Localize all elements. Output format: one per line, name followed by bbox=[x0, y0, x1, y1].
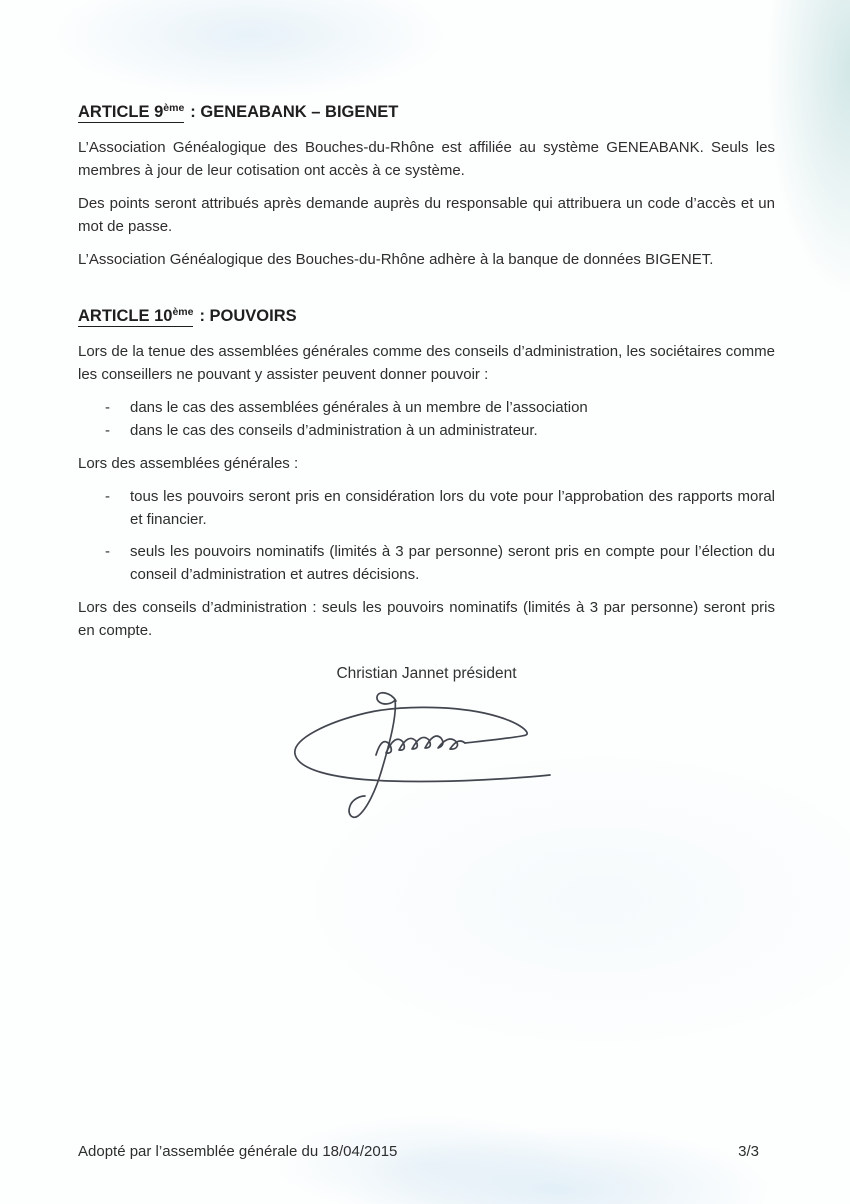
list-item bbox=[78, 485, 775, 531]
page-number: 3/3 bbox=[738, 1143, 759, 1160]
article-10-heading-underlined bbox=[78, 307, 193, 327]
article-10-intro: Lors de la tenue des assemblées générales comme des conseils d’administration, les sociétaires comme les conseillers ne pouvant y assister peuvent donner pouvoir : bbox=[78, 343, 775, 383]
bullet-dash: - bbox=[105, 543, 110, 560]
article-9-heading bbox=[78, 97, 775, 124]
article-9-paragraph-2: Des points seront attribués après demande auprès du responsable qui attribuera un code d’accès et un mot de passe. bbox=[78, 195, 775, 235]
article-9-number: ARTICLE 9 bbox=[78, 103, 164, 121]
document-body bbox=[78, 97, 775, 827]
article-9-paragraph-3: L’Association Généalogique des Bouches-du-Rhône adhère à la banque de données BIGENET. bbox=[78, 251, 714, 268]
bullet-dash: - bbox=[105, 422, 110, 439]
list-item-text: tous les pouvoirs seront pris en considération lors du vote pour l’approbation des rapports moral et financier. bbox=[130, 488, 775, 528]
list-item bbox=[78, 540, 775, 586]
list-item-text: seuls les pouvoirs nominatifs (limités à 3 par personne) seront pris en compte pour l’élection du conseil d’administration et autres décisions. bbox=[130, 543, 775, 583]
article-10-number: ARTICLE 10 bbox=[78, 307, 173, 325]
adoption-note: Adopté par l’assemblée générale du 18/04/2015 bbox=[78, 1143, 398, 1160]
article-10-heading bbox=[78, 301, 775, 328]
page-footer bbox=[78, 1140, 775, 1163]
list-item bbox=[78, 419, 775, 442]
list-item-text: dans le cas des assemblées générales à un membre de l’association bbox=[130, 399, 588, 416]
signature-block bbox=[78, 662, 775, 827]
handwritten-signature bbox=[278, 687, 568, 827]
article-10-title: : POUVOIRS bbox=[199, 307, 297, 325]
list-item-text: dans le cas des conseils d’administration à un administrateur. bbox=[130, 422, 538, 439]
proxy-cases-list bbox=[78, 396, 775, 442]
bullet-dash: - bbox=[105, 399, 110, 416]
board-meetings-rule: Lors des conseils d’administration : seuls les pouvoirs nominatifs (limités à 3 par personne) seront pris en compte. bbox=[78, 599, 775, 639]
list-item bbox=[78, 396, 775, 419]
general-assemblies-heading: Lors des assemblées générales : bbox=[78, 455, 299, 472]
bullet-dash: - bbox=[105, 488, 110, 505]
general-assemblies-rules-list bbox=[78, 485, 775, 586]
article-9-paragraph-1: L’Association Généalogique des Bouches-du-Rhône est affiliée au système GENEABANK. Seuls les membres à jour de leur cotisation ont accès à ce système. bbox=[78, 139, 775, 179]
article-9-ordinal-suffix: ème bbox=[163, 102, 185, 114]
article-10-ordinal-suffix: ème bbox=[172, 306, 194, 318]
article-9-title: : GENEABANK – BIGENET bbox=[190, 103, 399, 121]
signatory-name: Christian Jannet président bbox=[336, 665, 517, 682]
article-9-heading-underlined bbox=[78, 103, 184, 123]
